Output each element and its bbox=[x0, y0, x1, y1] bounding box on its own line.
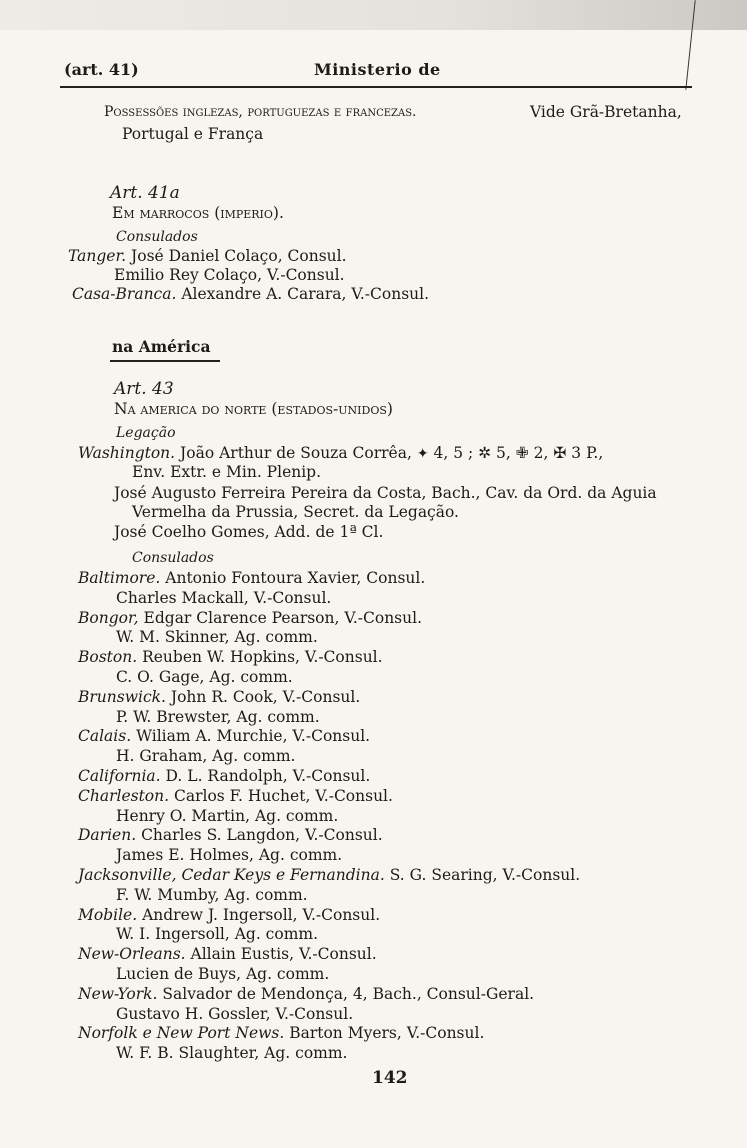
entry-text: Alexandre A. Carara, V.-Consul. bbox=[181, 285, 430, 303]
entry-city: Tanger. bbox=[68, 247, 127, 265]
table-row bbox=[78, 945, 377, 963]
table-row bbox=[116, 886, 308, 904]
entry-text: Barton Myers, V.-Consul. bbox=[289, 1024, 485, 1043]
possessions-vide: Vide Grã-Bretanha, bbox=[530, 103, 682, 121]
table-row bbox=[78, 906, 380, 924]
table-row bbox=[78, 826, 383, 844]
art41a-consulados: Consulados bbox=[116, 229, 198, 245]
table-row bbox=[78, 866, 580, 884]
entry-text: Salvador de Mendonça, 4, Bach., Consul-Geral. bbox=[162, 984, 535, 1003]
entry-city: California. bbox=[78, 767, 161, 785]
entry-jose-costa-cont: Vermelha da Prussia, Secret. da Legação. bbox=[132, 503, 459, 521]
entry-text: Lucien de Buys, Ag. comm. bbox=[116, 965, 330, 983]
entry-text: Allain Eustis, V.-Consul. bbox=[190, 945, 377, 964]
entry-city: Jacksonville, Cedar Keys e Fernandina. bbox=[78, 866, 385, 884]
page-number: 142 bbox=[372, 1068, 408, 1088]
entry-city: Washington. bbox=[78, 444, 176, 462]
table-row bbox=[116, 628, 318, 646]
entry-jose-gomes: José Coelho Gomes, Add. de 1ª Cl. bbox=[114, 523, 384, 541]
entry-text: Henry O. Martin, Ag. comm. bbox=[116, 806, 339, 825]
table-row bbox=[78, 787, 393, 805]
entry-text: F. W. Mumby, Ag. comm. bbox=[116, 885, 308, 904]
table-row bbox=[116, 668, 293, 686]
art41a-heading: Art. 41a bbox=[110, 183, 180, 203]
entry-text: Carlos F. Huchet, V.-Consul. bbox=[174, 786, 393, 805]
table-row bbox=[78, 648, 383, 666]
entry-tanger bbox=[68, 247, 347, 265]
table-row bbox=[116, 747, 295, 765]
entry-text: W. M. Skinner, Ag. comm. bbox=[116, 628, 318, 647]
entry-text: Emilio Rey Colaço, V.-Consul. bbox=[114, 266, 345, 284]
entry-city: Mobile. bbox=[78, 905, 138, 924]
entry-city: Casa-Branca. bbox=[72, 285, 177, 303]
entry-text: P. W. Brewster, Ag. comm. bbox=[116, 707, 320, 726]
art43-heading: Art. 43 bbox=[114, 379, 174, 399]
table-row bbox=[116, 807, 338, 825]
entry-city: Darien. bbox=[78, 826, 137, 845]
table-row bbox=[78, 767, 370, 785]
table-row bbox=[116, 965, 329, 983]
table-row bbox=[78, 727, 370, 745]
entry-text: Edgar Clarence Pearson, V.-Consul. bbox=[143, 608, 422, 627]
entry-city: New-York. bbox=[78, 984, 158, 1003]
entry-text: João Arthur de Souza Corrêa, bbox=[180, 444, 412, 462]
art43-legacao: Legação bbox=[116, 425, 176, 441]
entry-text: José Daniel Colaço, Consul. bbox=[131, 247, 347, 265]
entry-text: Charles Mackall, V.-Consul. bbox=[116, 588, 332, 607]
entry-city: Brunswick. bbox=[78, 687, 166, 706]
art41a-country: Em marrocos (imperio). bbox=[112, 204, 284, 222]
entry-washington bbox=[78, 444, 603, 463]
possessions-title: Possessões inglezas, portuguezas e francezas. bbox=[104, 104, 417, 120]
table-row bbox=[78, 688, 360, 706]
art43-country: Na america do norte (estados-unidos) bbox=[114, 400, 393, 418]
entry-text: D. L. Randolph, V.-Consul. bbox=[165, 767, 371, 785]
table-row bbox=[78, 1024, 484, 1042]
table-row bbox=[116, 589, 331, 607]
entry-text: James E. Holmes, Ag. comm. bbox=[116, 846, 343, 865]
table-row bbox=[116, 846, 342, 864]
washington-cont: Env. Extr. e Min. Plenip. bbox=[132, 463, 322, 481]
entry-city: Baltimore. bbox=[78, 569, 161, 587]
table-row bbox=[116, 925, 318, 943]
entry-city: Bongor, bbox=[78, 608, 139, 627]
entry-city: New-Orleans. bbox=[78, 945, 186, 964]
top-edge-speckle bbox=[0, 0, 747, 30]
entry-text: Antonio Fontoura Xavier, Consul. bbox=[165, 569, 426, 587]
table-row bbox=[78, 569, 425, 587]
section-label: na América bbox=[112, 337, 211, 356]
entry-text: Wiliam A. Murchie, V.-Consul. bbox=[136, 727, 371, 746]
entry-text: Andrew J. Ingersoll, V.-Consul. bbox=[142, 905, 381, 924]
entry-city: Charleston. bbox=[78, 786, 170, 805]
entry-city: Norfolk e New Port News. bbox=[78, 1024, 285, 1043]
entry-city: Boston. bbox=[78, 648, 138, 667]
entry-city: Calais. bbox=[78, 727, 132, 746]
header-title: Ministerio de bbox=[314, 60, 441, 79]
art43-consulados: Consulados bbox=[132, 550, 214, 566]
possessions-cont: Portugal e França bbox=[122, 125, 264, 143]
entry-text: S. G. Searing, V.-Consul. bbox=[389, 866, 581, 884]
entry-tanger-vice bbox=[114, 266, 345, 284]
entry-text: John R. Cook, V.-Consul. bbox=[170, 687, 361, 706]
table-row bbox=[116, 1005, 353, 1023]
order-badge-icon: ✦ bbox=[416, 446, 429, 462]
header-rule bbox=[60, 86, 692, 88]
entry-text: Reuben W. Hopkins, V.-Consul. bbox=[142, 648, 383, 667]
entry-text: H. Graham, Ag. comm. bbox=[116, 747, 296, 766]
entry-text: W. I. Ingersoll, Ag. comm. bbox=[116, 925, 319, 944]
entry-casa-branca bbox=[72, 285, 429, 303]
entry-text: Gustavo H. Gossler, V.-Consul. bbox=[116, 1004, 354, 1023]
running-header bbox=[64, 60, 690, 84]
table-row bbox=[116, 708, 320, 726]
entry-text: C. O. Gage, Ag. comm. bbox=[116, 668, 293, 686]
table-row bbox=[78, 985, 534, 1003]
entry-marks: 4, 5 ; ✲ 5, ✙ 2, ✠ 3 P., bbox=[433, 444, 604, 462]
entry-text: Charles S. Langdon, V.-Consul. bbox=[141, 826, 383, 845]
header-article: (art. 41) bbox=[64, 60, 139, 79]
table-row bbox=[78, 609, 422, 627]
section-rule bbox=[110, 360, 220, 362]
entry-text: W. F. B. Slaughter, Ag. comm. bbox=[116, 1044, 348, 1063]
table-row bbox=[116, 1044, 348, 1062]
entry-jose-costa: José Augusto Ferreira Pereira da Costa, Bach., Cav. da Ord. da Aguia bbox=[114, 484, 657, 502]
